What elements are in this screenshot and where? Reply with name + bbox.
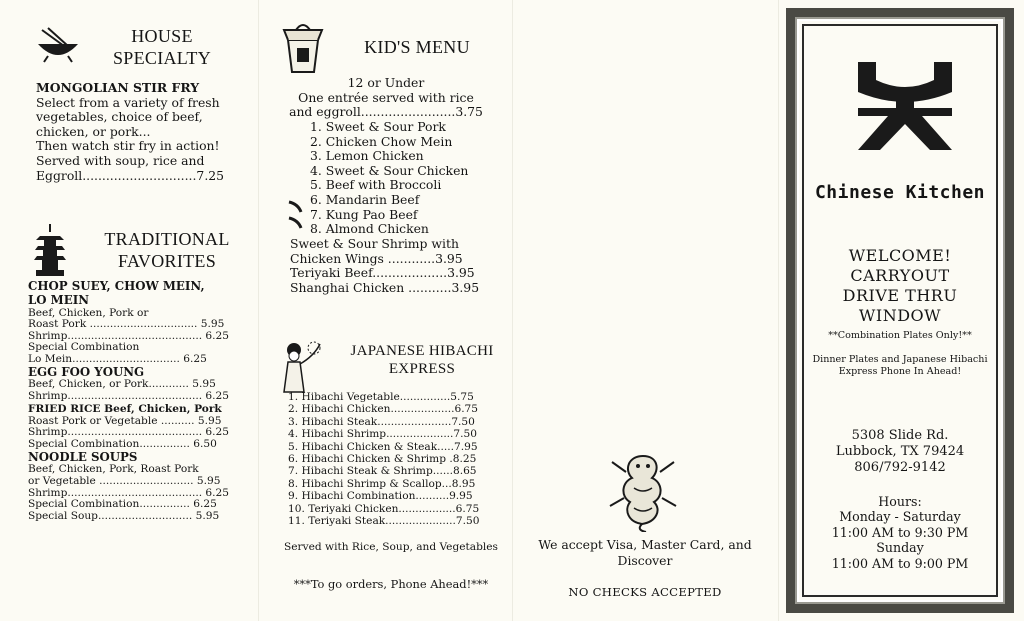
dinner-note bbox=[786, 354, 1014, 378]
item-name: MONGOLIAN STIR FRY bbox=[36, 80, 200, 95]
dinner-note-line: Dinner Plates and Japanese Hibachi bbox=[812, 354, 988, 365]
hibachi-item: 10. Teriyaki Chicken.................6.75 bbox=[288, 502, 480, 515]
dragon-icon bbox=[606, 448, 680, 536]
kids-item: 8. Almond Chicken bbox=[310, 221, 429, 237]
chinese-kitchen-logo bbox=[852, 58, 958, 158]
payment-methods-line: We accept Visa, Master Card, and bbox=[538, 537, 752, 552]
title-line: EXPRESS bbox=[388, 361, 456, 377]
menu-line: Shrimp........................................ 6.25 bbox=[28, 329, 230, 342]
house-specialty-body bbox=[36, 81, 224, 183]
category-heading: CHOP SUEY, CHOW MEIN, bbox=[28, 279, 205, 293]
takeout-box-icon bbox=[282, 22, 324, 78]
hibachi-title bbox=[332, 342, 512, 378]
category-heading: NOODLE SOUPS bbox=[28, 449, 138, 464]
hibachi-item: 1. Hibachi Vegetable...............5.75 bbox=[288, 391, 474, 403]
panel-cover bbox=[786, 8, 1014, 613]
address-line: 5308 Slide Rd. bbox=[851, 428, 949, 443]
description-line: Served with soup, rice and bbox=[36, 152, 205, 168]
intro-line: One entrée served with rice bbox=[298, 89, 474, 105]
hours-line: Monday - Saturday bbox=[839, 509, 961, 525]
description-line: chicken, or pork... bbox=[36, 123, 151, 139]
menu-line: Roast Pork ................................ 5.95 bbox=[28, 318, 225, 331]
hibachi-item: 8. Hibachi Shrimp & Scallop...8.95 bbox=[288, 477, 476, 490]
welcome-line: WINDOW bbox=[858, 306, 942, 325]
house-specialty-title bbox=[82, 25, 242, 69]
category-heading: EGG FOO YOUNG bbox=[28, 364, 145, 379]
panel-payments bbox=[516, 8, 774, 613]
price-line: Eggroll.............................7.25 bbox=[36, 167, 225, 183]
hours-line: 11:00 AM to 9:30 PM bbox=[831, 524, 969, 540]
payment-methods-line: Discover bbox=[617, 553, 673, 568]
panel-house-traditional bbox=[20, 8, 245, 613]
welcome-line: WELCOME! bbox=[848, 246, 952, 265]
welcome-line: CARRYOUT bbox=[850, 266, 950, 285]
title-line: HOUSE bbox=[131, 26, 193, 46]
kids-extra: Teriyaki Beef...................3.95 bbox=[290, 265, 475, 281]
hibachi-item: 5. Hibachi Chicken & Steak.....7.95 bbox=[288, 440, 478, 453]
description-line: Then watch stir fry in action! bbox=[36, 138, 220, 154]
menu-line: Beef, Chicken, Pork or bbox=[28, 306, 149, 319]
kids-item: 1. Sweet & Sour Pork bbox=[310, 119, 446, 134]
hibachi-item: 4. Hibachi Shrimp....................7.50 bbox=[288, 428, 478, 441]
geisha-icon bbox=[280, 338, 324, 398]
hibachi-items bbox=[288, 391, 479, 527]
traditional-list bbox=[28, 280, 229, 522]
panel-kids-hibachi bbox=[276, 8, 506, 613]
kids-item: 2. Chicken Chow Mein bbox=[310, 133, 453, 149]
kids-intro bbox=[276, 76, 496, 120]
hours-line: Hours: bbox=[878, 494, 922, 509]
title-line: JAPANESE HIBACHI bbox=[350, 343, 494, 359]
kids-item: 5. Beef with Broccoli bbox=[310, 177, 442, 193]
address-line: Lubbock, TX 79424 bbox=[835, 444, 965, 459]
kids-item: 4. Sweet & Sour Chicken bbox=[310, 162, 469, 178]
description-line: vegetables, choice of beef, bbox=[36, 109, 203, 125]
served-with-note: Served with Rice, Soup, and Vegetables bbox=[284, 541, 498, 553]
fold-line bbox=[778, 0, 779, 621]
kids-item: 7. Kung Pao Beef bbox=[310, 206, 418, 222]
hibachi-item: 2. Hibachi Chicken...................6.75 bbox=[288, 403, 479, 416]
menu-line: Beef, Chicken, Pork, Roast Pork bbox=[28, 463, 199, 476]
kids-extra: Shanghai Chicken ...........3.95 bbox=[290, 279, 480, 295]
menu-line: or Vegetable ............................ 5.95 bbox=[28, 474, 221, 487]
brand-name: Chinese Kitchen bbox=[814, 182, 986, 203]
menu-line: Roast Pork or Vegetable .......... 5.95 bbox=[28, 414, 222, 427]
kids-item: 3. Lemon Chicken bbox=[310, 148, 424, 164]
pagoda-icon bbox=[34, 224, 66, 282]
menu-line: Shrimp........................................ 6.25 bbox=[28, 389, 230, 402]
kids-menu-title: KID'S MENU bbox=[364, 37, 470, 57]
menu-line: Shrimp........................................ 6.25 bbox=[28, 426, 230, 439]
menu-line: Special Soup............................ 5.95 bbox=[28, 509, 220, 522]
menu-line: FRIED RICE Beef, Chicken, Pork bbox=[28, 402, 222, 415]
hibachi-item: 3. Hibachi Steak......................7.50 bbox=[288, 415, 475, 428]
wok-icon bbox=[34, 26, 82, 70]
hibachi-item: 7. Hibachi Steak & Shrimp......8.65 bbox=[288, 465, 477, 478]
menu-line: Special Combination............... 6.50 bbox=[28, 437, 217, 450]
combination-note: **Combination Plates Only!** bbox=[828, 330, 972, 341]
menu-line: Special Combination............... 6.25 bbox=[28, 498, 217, 511]
address-block bbox=[786, 428, 1014, 476]
title-line: FAVORITES bbox=[117, 251, 217, 271]
intro-line: and eggroll........................3.75 bbox=[289, 104, 483, 120]
hibachi-item: 11. Teriyaki Steak.....................7.50 bbox=[288, 515, 480, 528]
fold-line bbox=[512, 0, 513, 621]
menu-line: Beef, Chicken, or Pork............ 5.95 bbox=[28, 378, 216, 391]
welcome-block bbox=[786, 246, 1014, 326]
togo-note: ***To go orders, Phone Ahead!*** bbox=[293, 577, 489, 591]
category-heading: LO MEIN bbox=[28, 292, 90, 307]
welcome-line: DRIVE THRU bbox=[842, 286, 958, 305]
hibachi-item: 6. Hibachi Chicken & Shrimp .8.25 bbox=[288, 453, 477, 466]
kids-extra: Chicken Wings ............3.95 bbox=[290, 250, 463, 266]
title-line: TRADITIONAL bbox=[104, 229, 230, 249]
fold-line bbox=[258, 0, 259, 621]
intro-line: 12 or Under bbox=[347, 75, 425, 90]
menu-line: Special Combination bbox=[28, 341, 140, 354]
hours-line: Sunday bbox=[876, 540, 924, 556]
traditional-title bbox=[82, 228, 252, 272]
description-line: Select from a variety of fresh bbox=[36, 94, 220, 110]
dinner-note-line: Express Phone In Ahead! bbox=[838, 366, 962, 377]
address-line: 806/792-9142 bbox=[854, 460, 946, 475]
no-checks-note: NO CHECKS ACCEPTED bbox=[568, 585, 722, 599]
menu-line: Shrimp........................................ 6.25 bbox=[28, 486, 230, 499]
hours-block bbox=[786, 494, 1014, 571]
hours-line: 11:00 AM to 9:00 PM bbox=[831, 555, 969, 571]
kids-extra: Sweet & Sour Shrimp with bbox=[290, 236, 459, 251]
hibachi-item: 9. Hibachi Combination..........9.95 bbox=[288, 490, 473, 503]
menu-line: Lo Mein................................ 6.25 bbox=[28, 352, 207, 365]
chili-pepper-icon bbox=[286, 198, 306, 238]
kids-items bbox=[310, 120, 468, 237]
title-line: SPECIALTY bbox=[112, 48, 212, 68]
kids-item: 6. Mandarin Beef bbox=[310, 191, 420, 207]
kids-extras bbox=[290, 237, 479, 295]
